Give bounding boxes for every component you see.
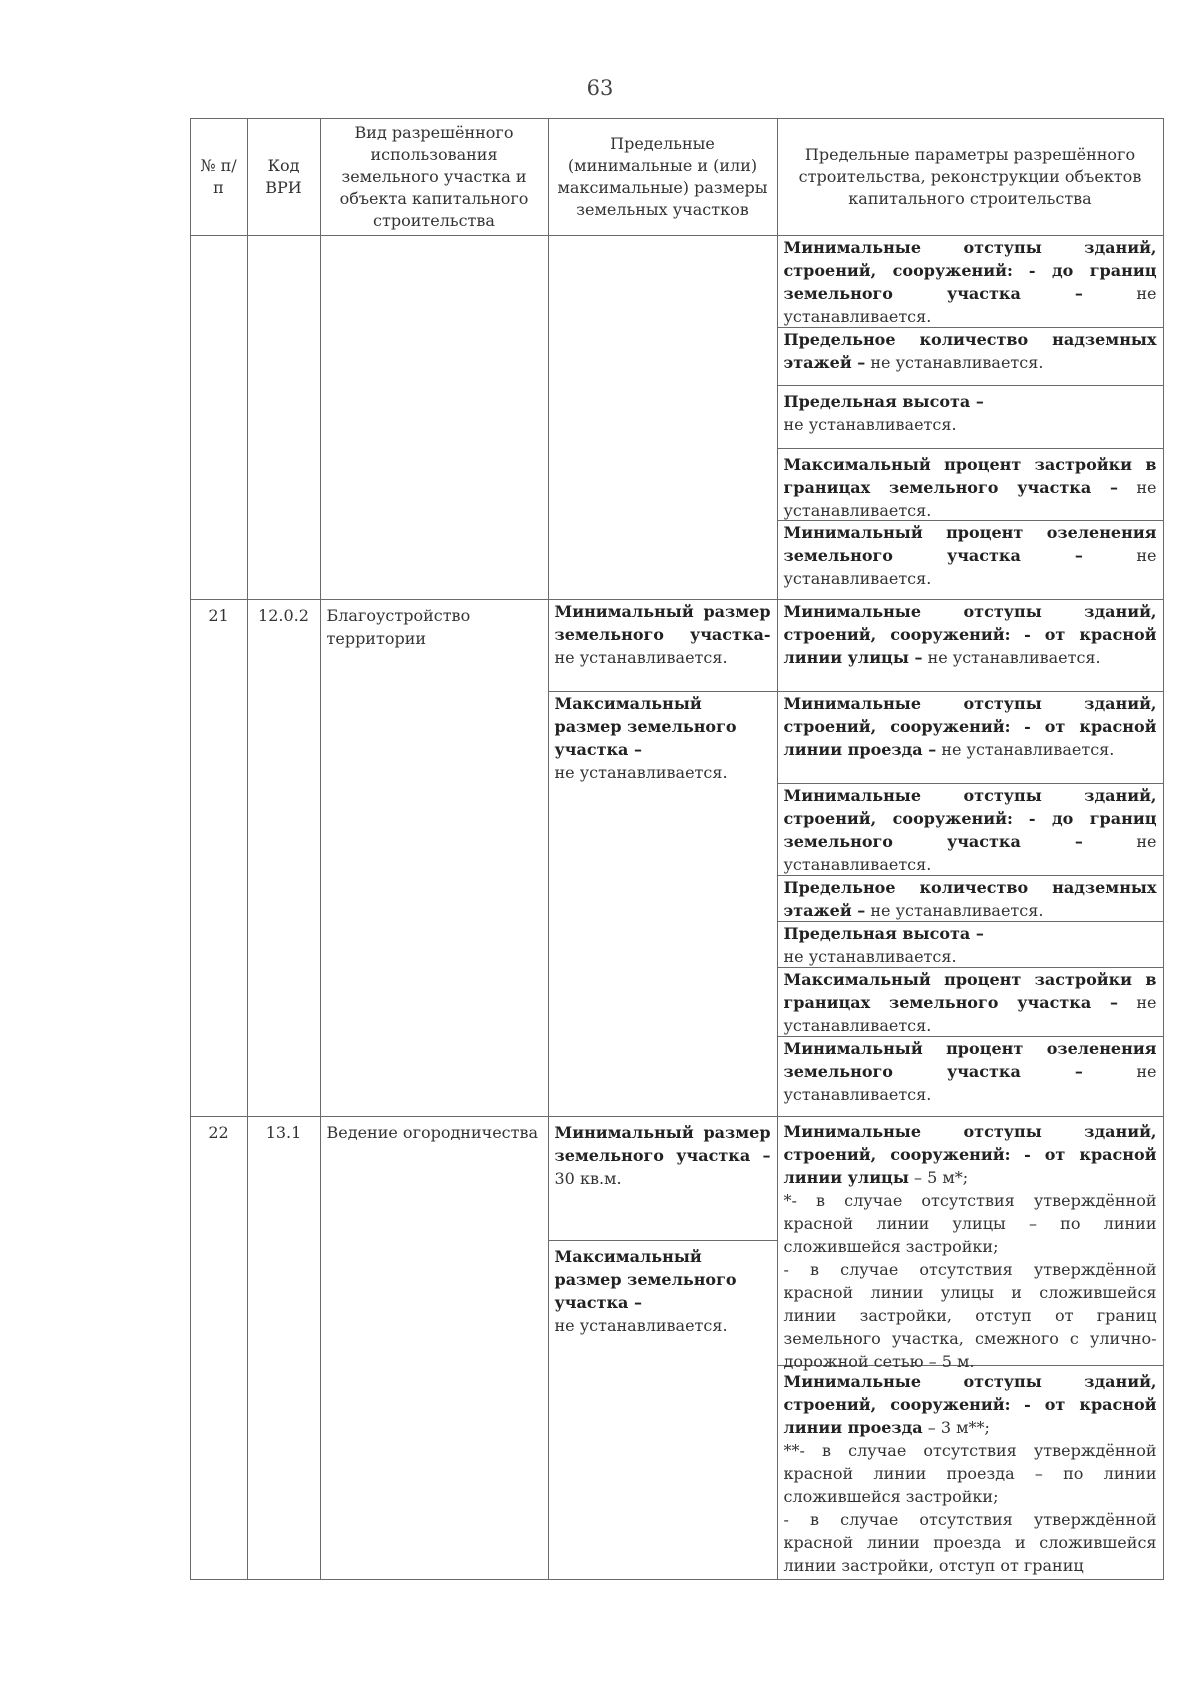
- header-code: Код ВРИ: [247, 118, 321, 236]
- size-title: Минимальный размер земельного участка –: [554, 1122, 771, 1165]
- row22-sizes-cell: [548, 1116, 778, 1580]
- param-block: [778, 328, 1163, 386]
- cont-params-cell: [777, 235, 1164, 600]
- row22-use: Ведение огородничества: [320, 1116, 549, 1580]
- size-value: не устанавливается.: [554, 1315, 728, 1335]
- param-value: не устанавливается.: [783, 414, 957, 434]
- param-block: [778, 692, 1163, 784]
- param-title: Максимальный процент застройки в границах земельного участка –: [783, 454, 1157, 497]
- size-block: [549, 1117, 777, 1241]
- param-block: [778, 236, 1163, 328]
- param-title: Минимальный процент озеленения земельного участка –: [783, 522, 1157, 565]
- header-sizes: Предельные (минимальные и (или) максимальные) размеры земельных участков: [548, 118, 778, 236]
- param-block: [778, 1366, 1163, 1579]
- header-num: № п/п: [190, 118, 248, 236]
- param-title: Минимальные отступы зданий, строений, сооружений:: [783, 1121, 1157, 1164]
- param-title: Минимальные отступы зданий, строений, сооружений:: [783, 1371, 1157, 1414]
- param-value: не устанавливается.: [783, 545, 1157, 588]
- param-value: не устанавливается.: [783, 992, 1157, 1035]
- cont-code-cell: [247, 235, 321, 600]
- row21-num: 21: [190, 599, 248, 1117]
- size-block: [549, 600, 777, 692]
- size-title: Минимальный размер земельного участка-: [554, 601, 771, 644]
- param-note: - в случае отсутствия утверждённой красной линии улицы и сложившейся линии застройки, отступ от границ земельного участка, смежного с улично-дорожной сетью – 5 м.: [783, 1259, 1157, 1371]
- size-value: не устанавливается.: [554, 762, 728, 782]
- cont-sizes-cell: [548, 235, 778, 600]
- row22-num: 22: [190, 1116, 248, 1580]
- param-block: [778, 922, 1163, 968]
- size-value: 30 кв.м.: [554, 1168, 622, 1188]
- param-value: – 5 м*;: [908, 1167, 969, 1187]
- row21-code: 12.0.2: [247, 599, 321, 1117]
- header-params: Предельные параметры разрешённого строительства, реконструкции объектов капитального строительства: [777, 118, 1164, 236]
- param-value: не устанавливается.: [783, 1061, 1157, 1104]
- param-note: - в случае отсутствия утверждённой красной линии проезда и сложившейся линии застройки, отступ от границ: [783, 1509, 1157, 1575]
- row21-use: Благоустройство территории: [320, 599, 549, 1117]
- row21-sizes-cell: [548, 599, 778, 1117]
- param-value: не устанавливается.: [927, 647, 1101, 667]
- size-block: [549, 1241, 777, 1579]
- param-value: не устанавливается.: [783, 831, 1157, 874]
- size-title: Максимальный размер земельного участка –: [554, 1246, 737, 1312]
- param-title: Минимальные отступы зданий, строений, сооружений:: [783, 237, 1157, 280]
- param-title: Предельная высота –: [783, 391, 984, 411]
- row21-params-cell: [777, 599, 1164, 1117]
- param-title: Предельная высота –: [783, 923, 984, 943]
- param-block: [778, 600, 1163, 692]
- param-subtitle: - от красной линии проезда: [783, 1394, 1157, 1437]
- param-block: [778, 1117, 1163, 1371]
- size-title: Максимальный размер земельного участка –: [554, 693, 737, 759]
- param-block: [778, 521, 1163, 599]
- param-block: [778, 449, 1163, 521]
- param-title: Минимальные отступы зданий, строений, сооружений:: [783, 693, 1157, 736]
- param-title: Минимальные отступы зданий, строений, сооружений:: [783, 785, 1157, 828]
- page-number: 63: [586, 76, 614, 100]
- param-block: [778, 968, 1163, 1037]
- param-subtitle: - до границ земельного участка –: [783, 808, 1157, 851]
- row22-code: 13.1: [247, 1116, 321, 1580]
- param-subtitle: - до границ земельного участка –: [783, 260, 1157, 303]
- cont-num-cell: [190, 235, 248, 600]
- param-value: – 3 м**;: [922, 1417, 990, 1437]
- param-title: Максимальный процент застройки в границах земельного участка –: [783, 969, 1157, 1012]
- param-block: [778, 386, 1163, 449]
- param-note: *- в случае отсутствия утверждённой красной линии улицы – по линии сложившейся застройки;: [783, 1190, 1157, 1256]
- param-title: Минимальный процент озеленения земельного участка –: [783, 1038, 1157, 1081]
- regulations-table: [190, 118, 1163, 1579]
- param-block: [778, 876, 1163, 922]
- param-title: Предельное количество надземных этажей –: [783, 329, 1157, 372]
- param-block: [778, 1037, 1163, 1116]
- param-value: не устанавливается.: [941, 739, 1115, 759]
- param-value: не устанавливается.: [783, 477, 1157, 520]
- size-block: [549, 692, 777, 1116]
- param-note: **- в случае отсутствия утверждённой красной линии проезда – по линии сложившейся застройки;: [783, 1440, 1157, 1506]
- row22-params-cell: [777, 1116, 1164, 1580]
- param-value: не устанавливается.: [870, 352, 1044, 372]
- param-value: не устанавливается.: [783, 283, 1157, 326]
- param-subtitle: - от красной линии улицы: [783, 1144, 1157, 1187]
- param-block: [778, 784, 1163, 876]
- param-value: не устанавливается.: [783, 946, 957, 966]
- cont-use-cell: [320, 235, 549, 600]
- size-value: не устанавливается.: [554, 647, 728, 667]
- param-title: Минимальные отступы зданий, строений, сооружений:: [783, 601, 1157, 644]
- param-subtitle: - от красной линии проезда –: [783, 716, 1157, 759]
- header-use: Вид разрешённого использования земельного участка и объекта капитального строительства: [320, 118, 549, 236]
- param-title: Предельное количество надземных этажей –: [783, 877, 1157, 920]
- param-subtitle: - от красной линии улицы –: [783, 624, 1157, 667]
- param-value: не устанавливается.: [870, 900, 1044, 920]
